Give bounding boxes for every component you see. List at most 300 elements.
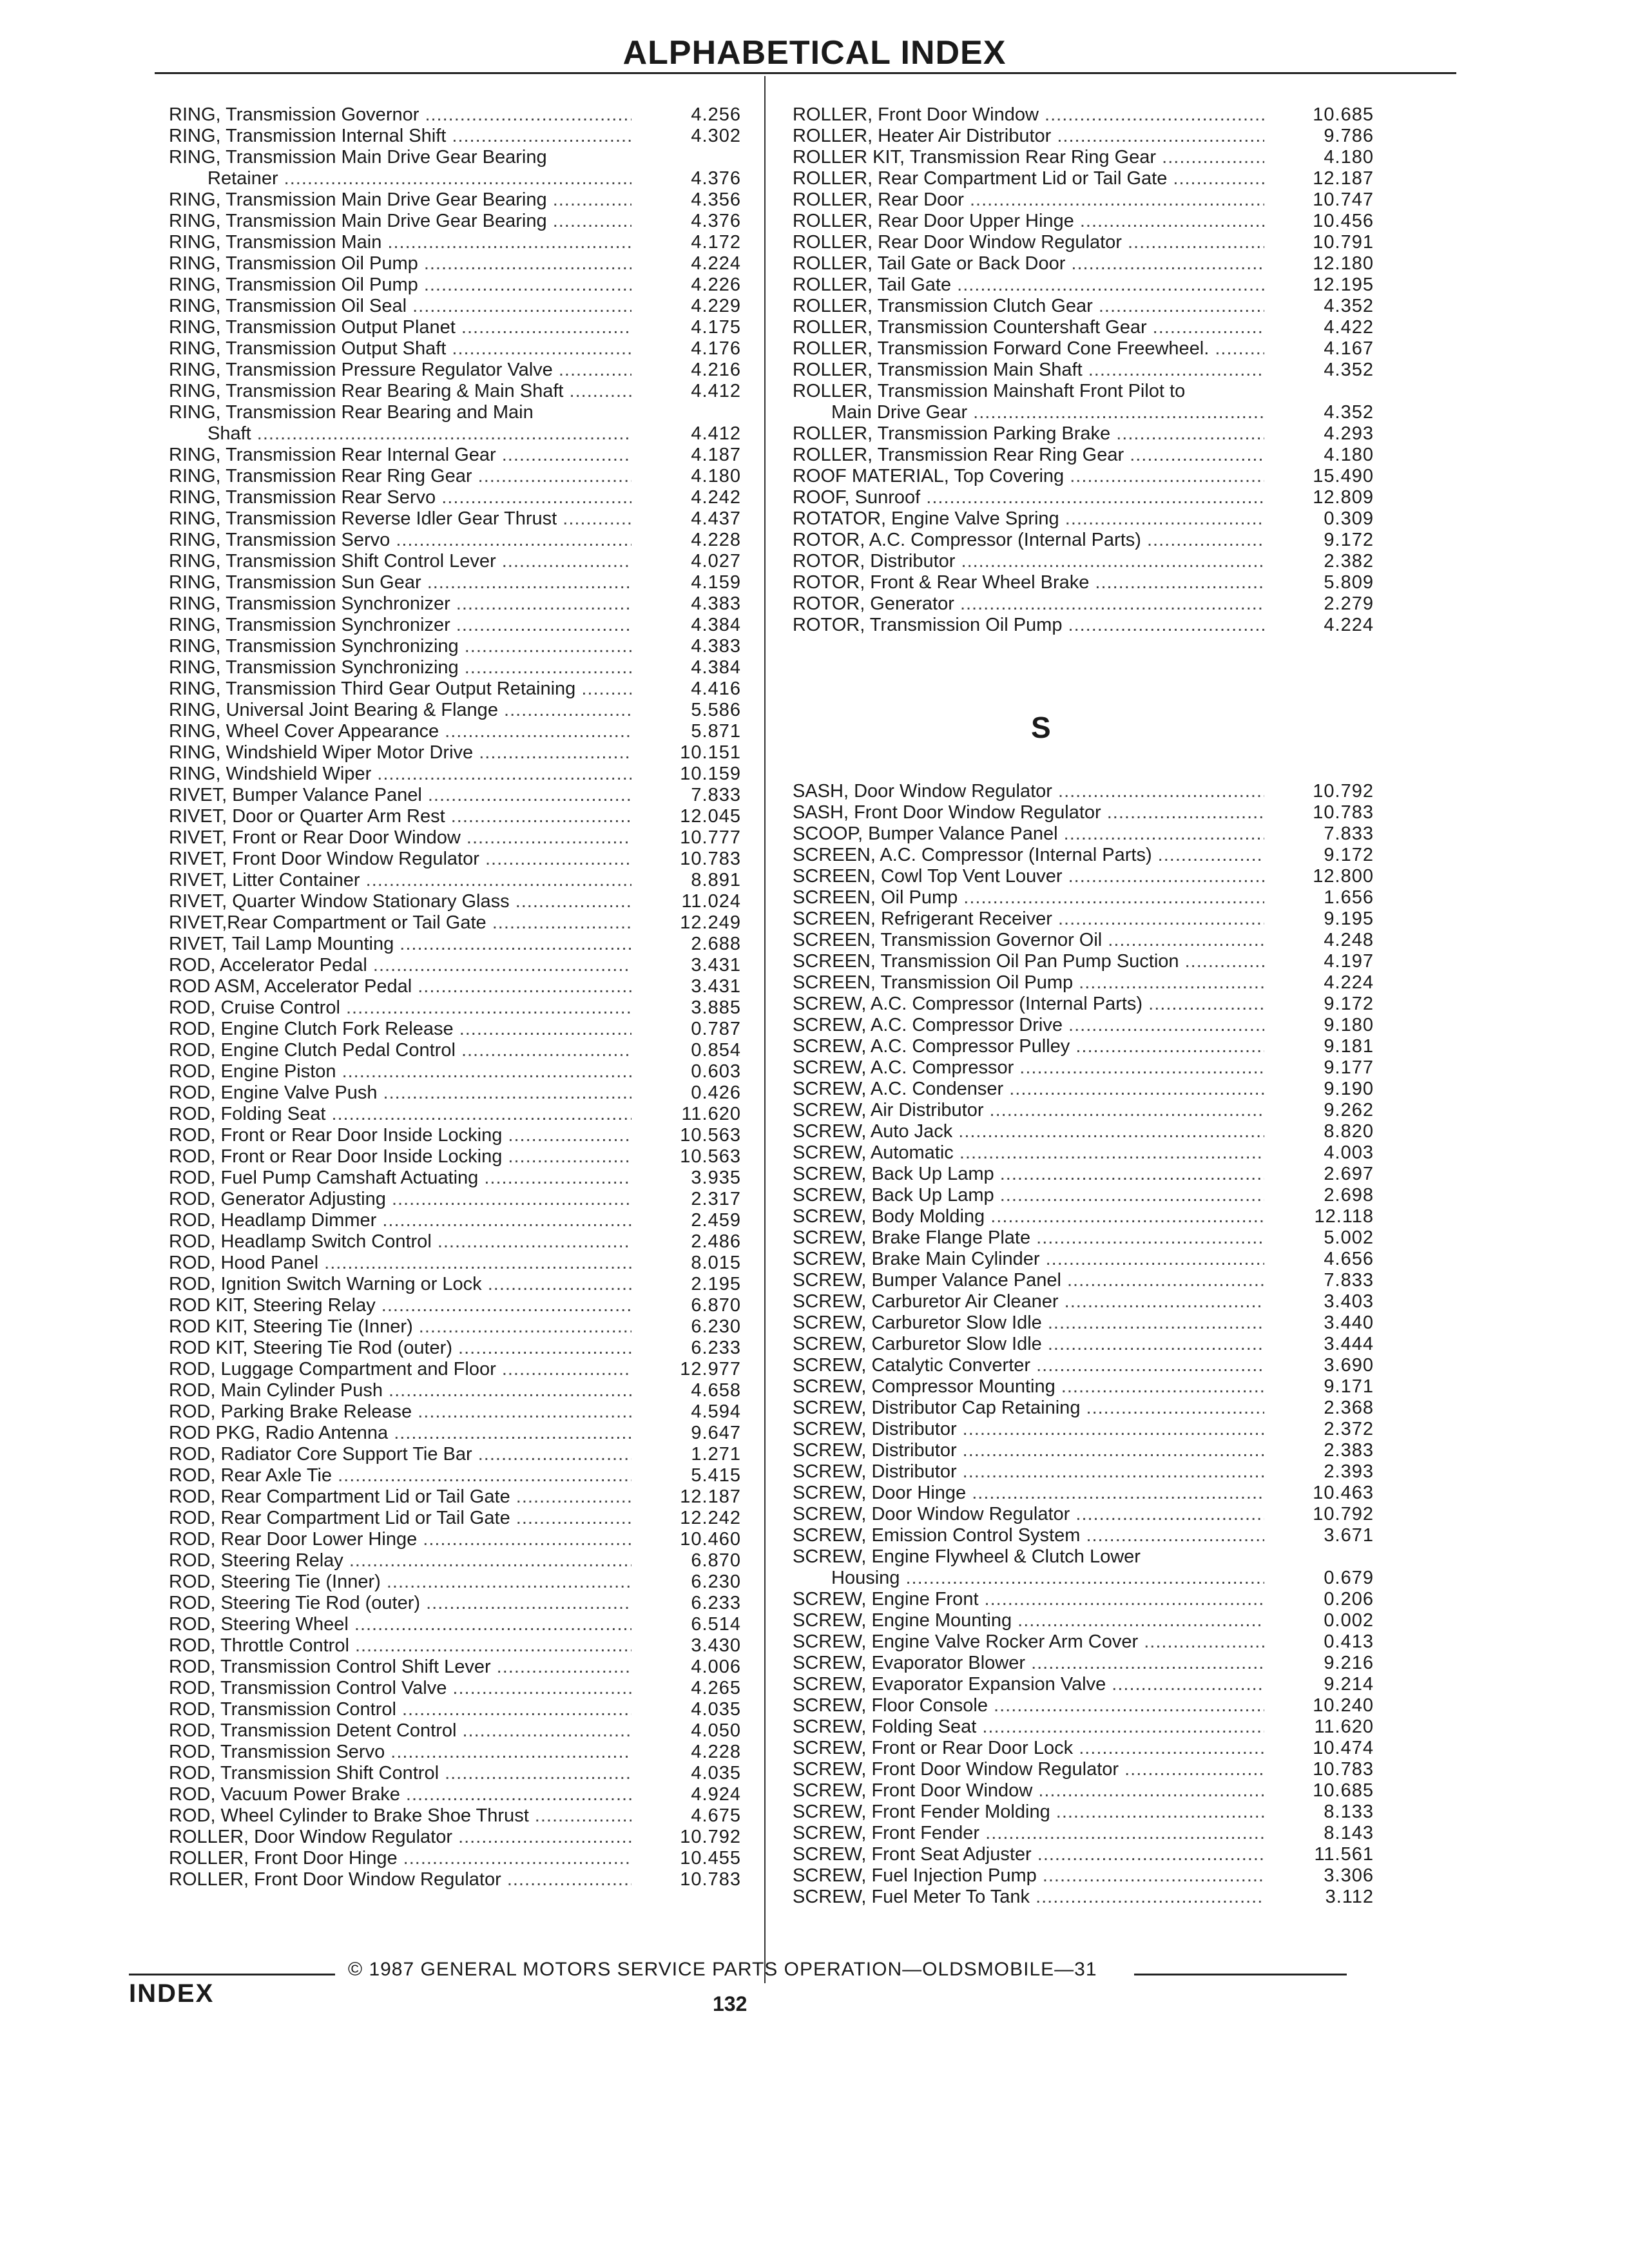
index-entry — [149, 1423, 741, 1444]
index-entry-page: 4.242 — [691, 487, 741, 508]
index-entry — [149, 1274, 741, 1295]
index-entry — [773, 211, 1374, 232]
index-entry-page: 3.430 — [691, 1635, 741, 1656]
index-entry-label: SCREW, Door Hinge ..... — [793, 1483, 1264, 1504]
index-entry-page: 0.413 — [1324, 1631, 1374, 1652]
index-entry — [149, 1316, 741, 1338]
index-entry-page: 12.187 — [680, 1486, 741, 1507]
index-entry-label: ROOF, Sunroof ..... — [793, 487, 1264, 508]
index-entry-page: 15.490 — [1313, 466, 1374, 486]
index-entry — [773, 1079, 1374, 1100]
index-entry — [149, 296, 741, 317]
index-entry — [149, 891, 741, 912]
index-entry-label: ROLLER, Door Window Regulator ..... — [169, 1827, 631, 1848]
index-entry-label: SCREW, Automatic ..... — [793, 1142, 1264, 1164]
column-divider — [764, 76, 766, 1983]
index-entry-page: 4.035 — [691, 1763, 741, 1783]
index-entry — [149, 912, 741, 934]
index-entry-page: 7.833 — [1324, 1270, 1374, 1291]
index-entry-label: SCREEN, Transmission Oil Pump ..... — [793, 972, 1264, 994]
index-entry-page: 4.216 — [691, 360, 741, 380]
index-entry-page: 4.228 — [691, 1742, 741, 1762]
index-entry — [149, 1763, 741, 1784]
index-entry-page: 3.690 — [1324, 1355, 1374, 1376]
index-entry — [149, 508, 741, 530]
index-entry-page: 10.783 — [1313, 802, 1374, 823]
index-entry-page: 0.787 — [691, 1019, 741, 1039]
index-entry-label: ROTOR, A.C. Compressor (Internal Parts) ..... — [793, 530, 1264, 551]
index-entry — [149, 360, 741, 381]
index-entry-label: RIVET, Front Door Window Regulator ..... — [169, 849, 631, 870]
index-entry — [149, 1486, 741, 1508]
index-entry-page: 10.460 — [680, 1529, 741, 1550]
index-entry-page: 4.383 — [691, 593, 741, 614]
index-entry-page: 4.352 — [1324, 360, 1374, 380]
index-entry — [773, 994, 1374, 1015]
index-entry — [773, 823, 1374, 845]
index-entry — [149, 466, 741, 487]
index-entry — [773, 1504, 1374, 1525]
index-entry-page: 9.216 — [1324, 1653, 1374, 1673]
index-entry-label: SCREW, Engine Front ..... — [793, 1589, 1264, 1610]
index-entry-label: ROD, Engine Clutch Fork Release ..... — [169, 1019, 631, 1040]
index-entry-page: 1.271 — [691, 1444, 741, 1465]
index-entry — [149, 700, 741, 721]
index-entry-label: ROD, Headlamp Dimmer ..... — [169, 1210, 631, 1231]
index-entry — [149, 806, 741, 827]
index-entry-page: 11.620 — [681, 1104, 741, 1124]
index-entry — [149, 445, 741, 466]
index-entry — [773, 1610, 1374, 1631]
index-entry-page: 4.352 — [1324, 296, 1374, 316]
index-entry-page: 8.133 — [1324, 1802, 1374, 1822]
index-entry-label: ROLLER, Transmission Main Shaft ..... — [793, 360, 1264, 381]
index-entry — [149, 104, 741, 126]
index-entry-label: RING, Transmission Main Drive Gear Bearing ..... — [169, 189, 631, 211]
index-entry-page: 2.486 — [691, 1231, 741, 1252]
footer-rule-right — [1134, 1974, 1347, 1975]
index-entry — [149, 657, 741, 678]
index-entry-label: RING, Transmission Rear Bearing and Main — [169, 402, 534, 423]
index-entry-page: 3.444 — [1324, 1334, 1374, 1354]
index-entry-label: SCREW, A.C. Compressor (Internal Parts) ..... — [793, 994, 1264, 1015]
index-entry — [773, 1759, 1374, 1780]
index-entry — [149, 423, 741, 445]
index-entry-label: ROD, Engine Valve Push ..... — [169, 1082, 631, 1104]
index-entry — [149, 1869, 741, 1890]
index-entry — [149, 1699, 741, 1720]
index-entry — [149, 1210, 741, 1231]
index-entry-label: SCREW, Distributor ..... — [793, 1419, 1264, 1440]
index-entry — [773, 508, 1374, 530]
index-entry-label: RING, Wheel Cover Appearance ..... — [169, 721, 631, 742]
index-entry-label: RING, Transmission Reverse Idler Gear Thrust ..... — [169, 508, 631, 530]
index-entry — [773, 1312, 1374, 1334]
index-entry-page: 4.167 — [1324, 338, 1374, 359]
index-entry — [773, 1695, 1374, 1716]
index-entry-page: 4.187 — [691, 445, 741, 465]
index-entry-label: ROD, Throttle Control ..... — [169, 1635, 631, 1657]
index-entry-label: ROLLER, Front Door Window ..... — [793, 104, 1264, 126]
index-entry — [149, 742, 741, 764]
index-entry-label: RIVET, Front or Rear Door Window ..... — [169, 827, 631, 849]
index-entry — [149, 1359, 741, 1380]
index-entry-label: ROTOR, Generator ..... — [793, 593, 1264, 615]
index-entry — [149, 976, 741, 997]
index-entry-page: 2.372 — [1324, 1419, 1374, 1439]
index-entry-page: 4.006 — [691, 1657, 741, 1677]
index-entry-label: ROLLER, Tail Gate ..... — [793, 274, 1264, 296]
index-entry-page: 6.233 — [691, 1338, 741, 1358]
index-entry-page: 4.376 — [691, 211, 741, 231]
index-entry-label: ROD, Fuel Pump Camshaft Actuating ..... — [169, 1168, 631, 1189]
index-entry-label: SCREW, Front Fender Molding ..... — [793, 1802, 1264, 1823]
index-entry-page: 5.002 — [1324, 1227, 1374, 1248]
index-entry — [773, 572, 1374, 593]
index-entry-page: 0.426 — [691, 1082, 741, 1103]
index-entry — [149, 1529, 741, 1550]
index-entry-label: RING, Transmission Synchronizer ..... — [169, 615, 631, 636]
index-entry-page: 4.437 — [691, 508, 741, 529]
index-entry-page: 2.688 — [691, 934, 741, 954]
index-entry — [773, 1291, 1374, 1312]
index-entry-page: 5.809 — [1324, 572, 1374, 593]
index-entry — [149, 1614, 741, 1635]
index-entry — [149, 721, 741, 742]
index-entry — [773, 274, 1374, 296]
index-entry-label: SCREW, Catalytic Converter ..... — [793, 1355, 1264, 1376]
index-entry — [773, 1227, 1374, 1249]
index-entry — [149, 1635, 741, 1657]
index-entry — [773, 1716, 1374, 1738]
index-entry-label: ROD, Engine Clutch Pedal Control ..... — [169, 1040, 631, 1061]
index-entry-page: 8.015 — [691, 1253, 741, 1273]
index-entry — [149, 317, 741, 338]
index-entry-page: 9.786 — [1324, 126, 1374, 146]
index-entry-label: RING, Transmission Rear Bearing & Main Shaft ..... — [169, 381, 631, 402]
index-entry — [773, 445, 1374, 466]
index-entry-page: 6.233 — [691, 1593, 741, 1613]
index-entry-label: ROD, Main Cylinder Push ..... — [169, 1380, 631, 1401]
index-entry-page: 12.195 — [1313, 274, 1374, 295]
index-entry-label: ROOF MATERIAL, Top Covering ..... — [793, 466, 1264, 487]
index-entry-label: RING, Transmission Oil Seal ..... — [169, 296, 631, 317]
index-entry — [773, 1398, 1374, 1419]
index-entry-label: SCREW, Front Door Window ..... — [793, 1780, 1264, 1802]
index-entry-page: 9.172 — [1324, 845, 1374, 865]
index-entry — [773, 1015, 1374, 1036]
index-entry — [149, 1253, 741, 1274]
index-entry-label: SCREW, Air Distributor ..... — [793, 1100, 1264, 1121]
index-entry-page: 3.935 — [691, 1168, 741, 1188]
index-entry — [773, 402, 1374, 423]
index-entry — [773, 423, 1374, 445]
index-entry — [149, 997, 741, 1019]
index-entry — [773, 1419, 1374, 1440]
index-entry — [149, 1380, 741, 1401]
index-entry-page: 7.833 — [1324, 823, 1374, 844]
index-entry-page: 10.240 — [1313, 1695, 1374, 1716]
index-entry — [149, 1125, 741, 1146]
index-entry-label: RING, Transmission Internal Shift ..... — [169, 126, 631, 147]
index-entry-page: 4.416 — [691, 678, 741, 699]
index-entry-label: SCREW, Body Molding ..... — [793, 1206, 1264, 1227]
index-entry-label: RING, Transmission Output Planet ..... — [169, 317, 631, 338]
index-entry — [773, 466, 1374, 487]
index-entry-page: 12.242 — [680, 1508, 741, 1528]
index-entry-page: 2.697 — [1324, 1164, 1374, 1184]
index-entry — [773, 1738, 1374, 1759]
index-entry-page: 4.180 — [1324, 445, 1374, 465]
index-entry-page: 9.647 — [691, 1423, 741, 1443]
index-entry — [773, 951, 1374, 972]
index-entry — [773, 360, 1374, 381]
index-entry-label: SCREW, Emission Control System ..... — [793, 1525, 1264, 1546]
index-entry — [149, 785, 741, 806]
index-entry — [773, 972, 1374, 994]
index-entry — [149, 1231, 741, 1253]
index-entry-label: ROD, Engine Piston ..... — [169, 1061, 631, 1082]
index-entry-label: RING, Transmission Output Shaft ..... — [169, 338, 631, 360]
index-entry-label: SCREEN, Refrigerant Receiver ..... — [793, 908, 1264, 930]
index-entry-page: 12.180 — [1313, 253, 1374, 274]
index-entry-label: SCREEN, Transmission Oil Pan Pump Suction ..... — [793, 951, 1264, 972]
index-entry-label: ROD, Transmission Control ..... — [169, 1699, 631, 1720]
index-entry-label: RING, Transmission Synchronizing ..... — [169, 636, 631, 657]
index-entry-label: ROD, Radiator Core Support Tie Bar ..... — [169, 1444, 631, 1465]
index-entry — [149, 572, 741, 593]
index-entry — [773, 1631, 1374, 1653]
index-entry-label: SCREW, Auto Jack ..... — [793, 1121, 1264, 1142]
index-entry — [149, 1401, 741, 1423]
index-entry — [773, 1546, 1374, 1568]
index-entry-label: SCREW, Carburetor Slow Idle ..... — [793, 1334, 1264, 1355]
index-entry-label: ROD, Generator Adjusting ..... — [169, 1189, 631, 1210]
index-entry — [773, 530, 1374, 551]
index-entry-label: ROD, Front or Rear Door Inside Locking ..... — [169, 1146, 631, 1168]
index-entry — [149, 1338, 741, 1359]
index-entry-label: RING, Transmission Main Drive Gear Bearing ..... — [169, 211, 631, 232]
page-title: ALPHABETICAL INDEX — [622, 34, 1007, 72]
index-entry-page: 2.317 — [691, 1189, 741, 1209]
index-entry-label: RING, Transmission Synchronizing ..... — [169, 657, 631, 678]
index-entry-page: 12.187 — [1313, 168, 1374, 189]
footer-copyright: © 1987 GENERAL MOTORS SERVICE PARTS OPERATION—OLDSMOBILE—31 — [348, 1959, 1097, 1980]
index-entry-label: ROD, Transmission Control Shift Lever ..... — [169, 1657, 631, 1678]
index-entry-page: 9.171 — [1324, 1376, 1374, 1397]
index-entry-label: ROD, Cruise Control ..... — [169, 997, 631, 1019]
index-entry — [773, 1865, 1374, 1887]
index-entry-page: 3.403 — [1324, 1291, 1374, 1312]
footer-rule-left — [129, 1974, 335, 1975]
index-entry — [149, 1082, 741, 1104]
index-entry — [149, 636, 741, 657]
index-entry-page: 10.783 — [1313, 1759, 1374, 1780]
index-entry-label: RING, Transmission Rear Servo ..... — [169, 487, 631, 508]
index-entry — [149, 1678, 741, 1699]
index-entry-label: SCREW, Floor Console ..... — [793, 1695, 1264, 1716]
index-entry-page: 10.456 — [1313, 211, 1374, 231]
index-entry-page: 6.870 — [691, 1295, 741, 1316]
index-entry-page: 9.262 — [1324, 1100, 1374, 1120]
index-entry-page: 10.792 — [1313, 781, 1374, 802]
index-entry-page: 4.384 — [691, 615, 741, 635]
index-entry — [773, 551, 1374, 572]
index-entry-page: 3.431 — [691, 955, 741, 975]
index-entry-page: 6.230 — [691, 1571, 741, 1592]
index-entry — [149, 678, 741, 700]
index-entry-label: ROD, Steering Tie Rod (outer) ..... — [169, 1593, 631, 1614]
index-entry-page: 4.176 — [691, 338, 741, 359]
index-entry-label: ROLLER, Transmission Countershaft Gear ..... — [793, 317, 1264, 338]
index-entry-label: SCREW, Carburetor Air Cleaner ..... — [793, 1291, 1264, 1312]
index-entry-label: ROD, Luggage Compartment and Floor ..... — [169, 1359, 631, 1380]
index-entry — [773, 1249, 1374, 1270]
index-entry — [149, 849, 741, 870]
index-entry — [773, 930, 1374, 951]
index-entry-label: ROD, Steering Wheel ..... — [169, 1614, 631, 1635]
index-entry — [149, 168, 741, 189]
index-entry-page: 12.118 — [1314, 1206, 1374, 1227]
index-entry-page: 4.224 — [1324, 972, 1374, 993]
index-entry-label: ROD, Hood Panel ..... — [169, 1253, 631, 1274]
index-entry-label: RIVET, Tail Lamp Mounting ..... — [169, 934, 631, 955]
index-entry-page: 6.870 — [691, 1550, 741, 1571]
page-number: 132 — [713, 1992, 747, 2015]
index-entry — [149, 615, 741, 636]
index-entry — [773, 1334, 1374, 1355]
index-entry-page: 4.265 — [691, 1678, 741, 1698]
index-entry — [773, 1568, 1374, 1589]
index-entry-page: 10.151 — [680, 742, 741, 763]
index-entry-label: SCREEN, Cowl Top Vent Louver ..... — [793, 866, 1264, 887]
index-entry-label: RING, Transmission Third Gear Output Retaining ..... — [169, 678, 631, 700]
index-entry-page: 9.172 — [1324, 994, 1374, 1014]
footer-section-label: INDEX — [129, 1979, 215, 2008]
index-entry-page: 8.891 — [691, 870, 741, 890]
index-entry-label: SCREW, A.C. Compressor Drive ..... — [793, 1015, 1264, 1036]
index-entry — [149, 1593, 741, 1614]
index-entry-label: SCREW, Engine Flywheel & Clutch Lower — [793, 1546, 1141, 1567]
index-entry-label: SCREW, A.C. Compressor ..... — [793, 1057, 1264, 1079]
index-entry-label: SCREEN, A.C. Compressor (Internal Parts) ..... — [793, 845, 1264, 866]
index-entry-label: SCREEN, Oil Pump ..... — [793, 887, 1264, 908]
index-entry — [149, 189, 741, 211]
index-entry-label: SCREW, Carburetor Slow Idle ..... — [793, 1312, 1264, 1334]
index-entry-label: RIVET,Rear Compartment or Tail Gate ..... — [169, 912, 631, 934]
index-entry-label: Housing ..... — [831, 1568, 1264, 1589]
index-entry-page: 10.685 — [1313, 1780, 1374, 1801]
index-entry — [149, 1827, 741, 1848]
index-entry-label: ROLLER, Rear Door Upper Hinge ..... — [793, 211, 1264, 232]
index-entry-label: SCREW, A.C. Compressor Pulley ..... — [793, 1036, 1264, 1057]
index-entry — [773, 1206, 1374, 1227]
index-entry-label: SASH, Door Window Regulator ..... — [793, 781, 1264, 802]
index-entry-label: SCREW, Back Up Lamp ..... — [793, 1164, 1264, 1185]
index-entry — [773, 1142, 1374, 1164]
index-entry-label: ROD, Vacuum Power Brake ..... — [169, 1784, 631, 1805]
index-entry — [149, 1019, 741, 1040]
index-entry — [773, 1589, 1374, 1610]
index-entry-label: ROD KIT, Steering Tie (Inner) ..... — [169, 1316, 631, 1338]
index-entry-label: RING, Transmission Servo ..... — [169, 530, 631, 551]
index-entry-label: RIVET, Quarter Window Stationary Glass ..... — [169, 891, 631, 912]
index-entry — [773, 338, 1374, 360]
index-entry — [149, 551, 741, 572]
index-entry-page: 4.226 — [691, 274, 741, 295]
index-entry-label: ROLLER, Rear Door ..... — [793, 189, 1264, 211]
index-entry-page: 12.045 — [680, 806, 741, 827]
index-entry-page: 4.180 — [691, 466, 741, 486]
index-entry-label: ROLLER, Transmission Mainshaft Front Pilot to — [793, 381, 1186, 401]
index-entry-page: 4.027 — [691, 551, 741, 572]
index-entry-page: 11.024 — [681, 891, 741, 912]
index-entry — [773, 1802, 1374, 1823]
index-entry-page: 9.172 — [1324, 530, 1374, 550]
index-entry-page: 3.306 — [1324, 1865, 1374, 1886]
index-entry — [149, 1146, 741, 1168]
index-entry-label: ROD, Transmission Detent Control ..... — [169, 1720, 631, 1742]
index-entry-label: RING, Transmission Sun Gear ..... — [169, 572, 631, 593]
index-entry — [149, 487, 741, 508]
index-entry-label: Main Drive Gear ..... — [831, 402, 1264, 423]
index-entry-label: RIVET, Litter Container ..... — [169, 870, 631, 891]
index-entry — [773, 1653, 1374, 1674]
index-entry — [773, 1164, 1374, 1185]
index-entry-label: ROD, Transmission Servo ..... — [169, 1742, 631, 1763]
index-entry — [149, 764, 741, 785]
index-entry-page: 10.474 — [1313, 1738, 1374, 1758]
index-entry — [149, 232, 741, 253]
index-entry — [773, 104, 1374, 126]
index-entry-page: 8.143 — [1324, 1823, 1374, 1843]
index-entry-label: RING, Windshield Wiper Motor Drive ..... — [169, 742, 631, 764]
index-entry-label: ROLLER, Front Door Hinge ..... — [169, 1848, 631, 1869]
index-entry-page: 4.228 — [691, 530, 741, 550]
index-entry-label: ROLLER, Transmission Rear Ring Gear ..... — [793, 445, 1264, 466]
index-entry-label: ROTATOR, Engine Valve Spring ..... — [793, 508, 1264, 530]
index-entry-label: ROD, Rear Compartment Lid or Tail Gate ..... — [169, 1486, 631, 1508]
index-entry-label: SCREW, Evaporator Blower ..... — [793, 1653, 1264, 1674]
index-entry-label: ROD, Rear Compartment Lid or Tail Gate ..... — [169, 1508, 631, 1529]
index-entry-page: 9.180 — [1324, 1015, 1374, 1035]
index-entry-page: 4.035 — [691, 1699, 741, 1720]
title-rule — [155, 72, 1456, 74]
index-entry-page: 4.422 — [1324, 317, 1374, 338]
index-entry — [773, 615, 1374, 636]
index-entry-page: 11.620 — [1314, 1716, 1374, 1737]
index-entry — [149, 402, 741, 423]
index-entry-label: RING, Transmission Pressure Regulator Valve ..... — [169, 360, 631, 381]
index-entry-label: SCREW, Fuel Meter To Tank ..... — [793, 1887, 1264, 1908]
index-entry — [773, 802, 1374, 823]
index-entry-page: 4.675 — [691, 1805, 741, 1826]
index-entry — [149, 253, 741, 274]
index-entry-label: ROD, Rear Axle Tie ..... — [169, 1465, 631, 1486]
index-entry-page: 10.792 — [680, 1827, 741, 1847]
index-entry-page: 4.302 — [691, 126, 741, 146]
index-entry-page: 4.376 — [691, 168, 741, 189]
index-entry-page: 4.412 — [691, 423, 741, 444]
index-entry — [149, 147, 741, 168]
index-entry — [773, 781, 1374, 802]
index-entry-page: 1.656 — [1324, 887, 1374, 908]
index-entry — [149, 1571, 741, 1593]
index-entry-page: 4.172 — [691, 232, 741, 253]
index-entry — [773, 908, 1374, 930]
index-entry-label: ROLLER KIT, Transmission Rear Ring Gear ..... — [793, 147, 1264, 168]
index-entry-label: ROTOR, Transmission Oil Pump ..... — [793, 615, 1264, 636]
